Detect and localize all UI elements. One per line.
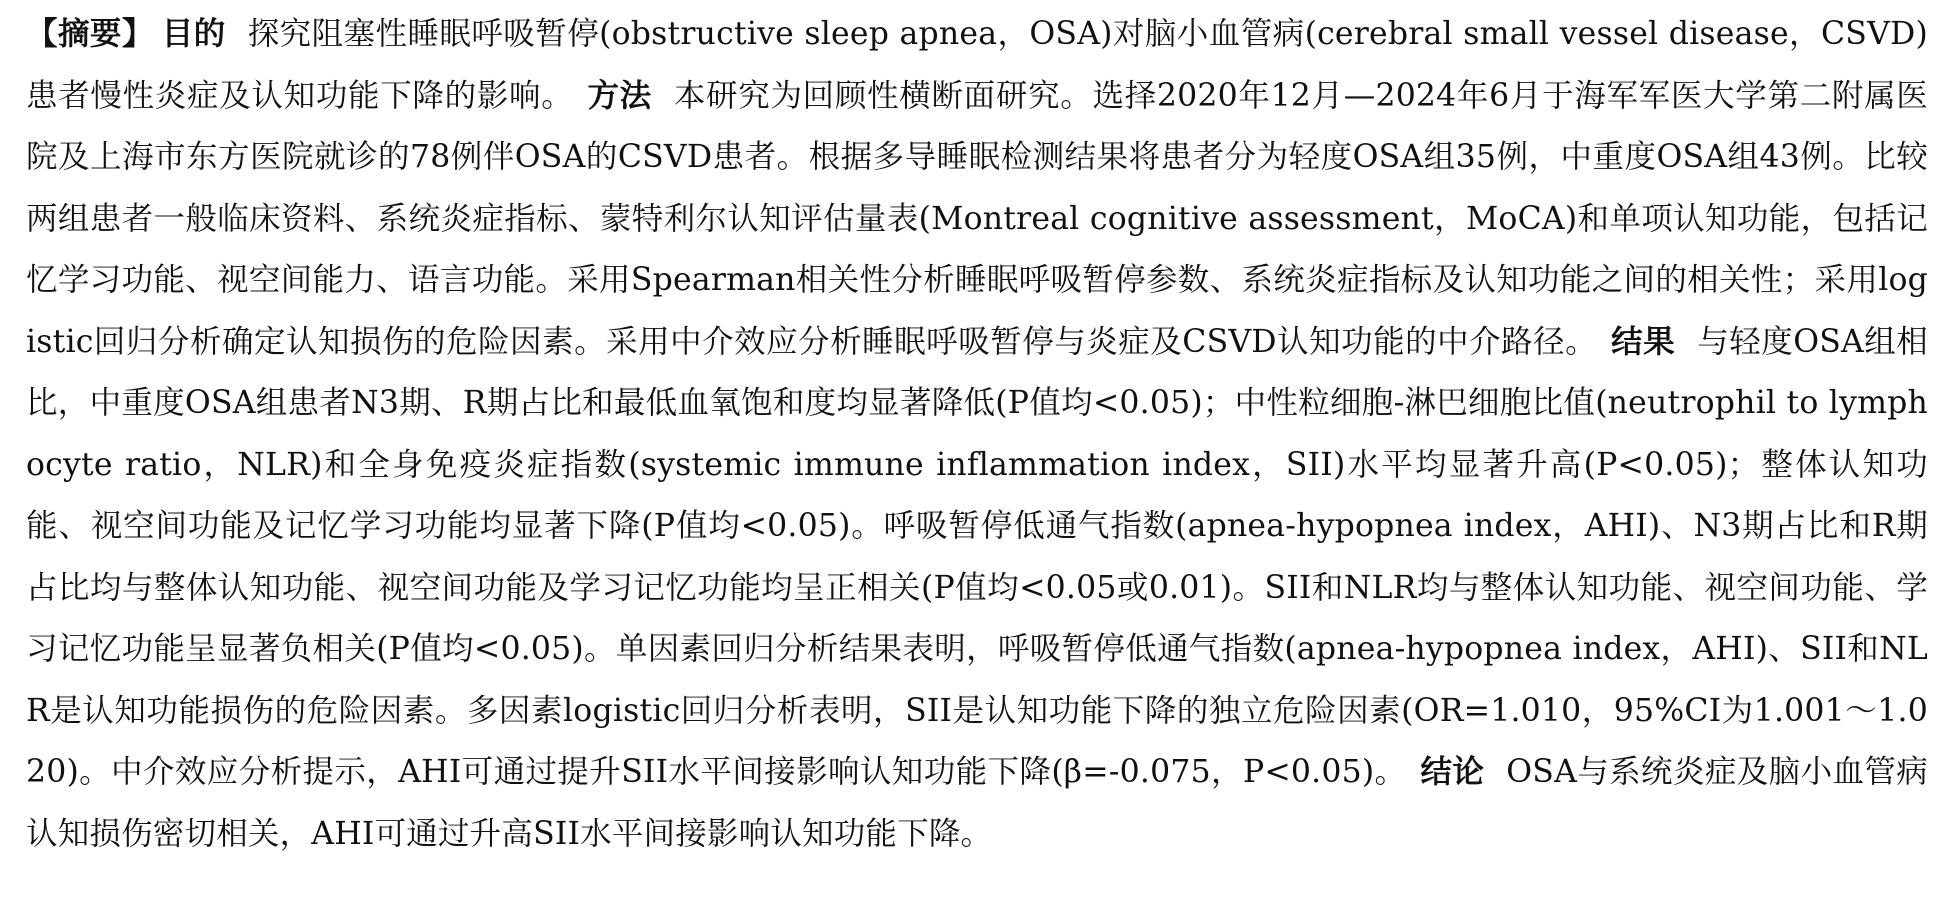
results-text: 与轻度OSA组相比，中重度OSA组患者N3期、R期占比和最低血氧饱和度均显著降低(P值均<0.05)；中性粒细胞-淋巴细胞比值(neutrophil to lymphocyte ratio，NLR)和全身免疫炎症指数(systemic immune inflammation index，SII)水平均显著升高(P<0.05)；整体认知功能、视空间功能及记忆学习功能均显著下降(P值均<0.05)。呼吸暂停低通气指数(apnea-hypopnea index，AHI)、N3期占比和R期占比均与整体认知功能、视空间功能及学习记忆功能均呈正相关(P值均<0.05或0.01)。SII和NLR均与整体认知功能、视空间功能、学习记忆功能呈显著负相关(P值均<0.05)。单因素回归分析结果表明，呼吸暂停低通气指数(apnea-hypopnea index，AHI)、SII和NLR是认知功能损伤的危险因素。多因素logistic回归分析表明，SII是认知功能下降的独立危险因素(OR=1.010，95%CI为1.001～1.020)。中介效应分析提示，AHI可通过提升SII水平间接影响认知功能下降(β=-0.075，P<0.05)。 — [26, 323, 1929, 790]
conclusion-heading: 结论 — [1420, 754, 1485, 790]
methods-heading: 方法 — [587, 77, 652, 114]
abstract-label: 【摘要】 — [26, 16, 154, 52]
conclusion-text: OSA与系统炎症及脑小血管病认知损伤密切相关，AHI可通过升高SII水平间接影响认知功能下降。 — [26, 754, 1928, 852]
results-heading: 结果 — [1611, 323, 1676, 360]
methods-text: 本研究为回顾性横断面研究。选择2020年12月—2024年6月于海军军医大学第二附属医院及上海市东方医院就诊的78例伴OSA的CSVD患者。根据多导睡眠检测结果将患者分为轻度OSA组35例，中重度OSA组43例。比较两组患者一般临床资料、系统炎症指标、蒙特利尔认知评估量表(Montreal cognitive assessment，MoCA)和单项认知功能，包括记忆学习功能、视空间能力、语言功能。采用Spearman相关性分析睡眠呼吸暂停参数、系统炎症指标及认知功能之间的相关性；采用logistic回归分析确定认知损伤的危险因素。采用中介效应分析睡眠呼吸暂停与炎症及CSVD认知功能的中介路径。 — [26, 77, 1928, 360]
objective-heading: 目的 — [161, 16, 226, 52]
abstract-paragraph — [26, 4, 1928, 865]
objective-text: 探究阻塞性睡眠呼吸暂停(obstructive sleep apnea，OSA)对脑小血管病(cerebral small vessel disease，CSVD)患者慢性炎症及认知功能下降的影响。 — [26, 16, 1928, 114]
